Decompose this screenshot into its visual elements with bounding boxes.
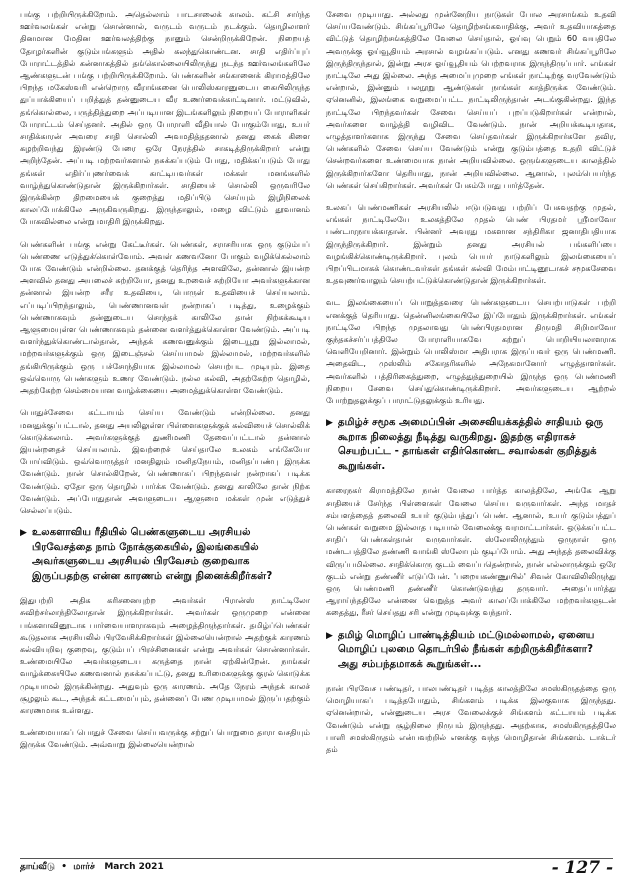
interview-question: [20, 526, 310, 584]
right-column: [326, 8, 616, 765]
issue-month-tamil: மார்ச்: [73, 862, 95, 872]
paragraph: இதுபற்றி அதிக கரிசனையுற்ற அவர்கள் பிரான்ஸ் நாட்டிலோ சுவிற்சர்லாந்திலோதான் இருக்கிறார்கள். அவர்கள் ஒருமுறை என்னை பங்களாவினூடாக பார்வையாளராகவும் அழைத்திருந்தார்கள். தமிழ்ப்பெண்கள் கூடுதலாக அரசியலில் பிரவேசிக்கிறார்கள் இல்லையென்றால் அதற்குக் காரணம் கல்வியறிவு குறைவு, குடும்பப் பிரச்சினைகள் என்று அவர்கள் சொன்னார்கள். உண்மையிலே அவர்களுடைய கருத்தை நான் ஏற்கின்றேன். நாங்கள் வாழ்க்கையிலே கணவனால் நசுக்கப்பட்டு, தனது உரிமைகளுக்கு குரல் கொடுக்க முடியாமல் இருக்கின்றது. அதுவும் ஒரு காரணம். அதே நேரம் அந்தக் காலச் சூழலும் கூட, அந்தக் கட்டமைப்பும், தன்னைப் பேண முடியாமல் இருப்பதற்கும் காரணமாக உள்ளது.: [20, 595, 310, 715]
magazine-name: தாய்வீடு: [20, 862, 55, 872]
interview-question: [326, 416, 616, 474]
left-column: [20, 8, 310, 761]
issue-date: March 2021: [104, 862, 164, 872]
paragraph: காரைநகர் கிராமத்திலே நான் வேலை பார்த்த காலத்திலே, அங்கே ஆறு சாதியைச் சேர்ந்த பிள்ளைகள் வேலை செய்ய வருவார்கள். அந்த மாதச் சம்பளத்தைத் தலைவி உயர் குடும்பத்துப் பெண். ஆனால், உயர் குடும்பத்துப் பெண்கள் வறுமை இல்லாத படியால் வேலைக்கு வரமாட்டார்கள். ஒடுக்கப்பட்ட சாதிப் பெண்கள்தான் வருவார்கள். ஸ்லோலிருந்தும் ஒருநாள் ஒரு மண்டபத்திலே தண்ணி வாங்கி ஸ்லோபும் குடிப்போம். அது அந்தத் தலைவிக்கு விருப்பமில்லை. சாதிக்கொரு குடம் வைப்பதென்றால், நான் எல்லாருக்கும் ஒரே குடம் என்று தண்ணீர் எடுப்பேன். 'பறையகண்ணுயில்' சிவன் கோவிலிலிருந்து ஒரு பெண்மணி தண்ணீர் கொண்டுவந்து தருவார். அதைப்பார்த்து ஆராய்ந்ததிலே என்னை வெறுத்த அவர் காலப்போக்கிலே மற்றவர்களுடன் கதைத்து, ரீசர் செய்தது சரி என்று முடிவுக்கு வந்தார்.: [326, 485, 616, 618]
paragraph: பங்கு பற்றியிருக்கிறோம். அதெல்லாம் பாடசாலைக் காலம். கட்சி சார்ந்த ஊர்வலங்கள் என்று சொன்னால், வருடம் வருடம் நடக்கும். தொழிலாளர் தினமான மேதின ஊர்வலத்திற்கு நானும் சென்றிருக்கிறேன். நிறையத் தோழர்களின் குடும்பங்களும் அதில் கலந்துகொண்டன. சாதி எதிர்ப்புப் போராட்டத்தில் கன்னாகத்தில் தங்கொல்லையிலிருந்து நடந்த ஊர்வலங்களிலே ஆண்களுடன் பங்கு பற்றியிருக்கிறோம். பெண்களின் சங்கானைக் கிராமத்திலே பிறந்த மகேஸ்வரி என்றொரு வீராங்கனை பொலிஸ்காரனுடைய கையிலிருந்த துப்பாக்கியைப் பறித்துத் தன்னுடைய வீர உணர்வைக்காட்டினார். மட்டுவில், தங்கொல்லை, பருத்தித்துறை அப்படியான இடங்களிலும் நிறையப் போராளிகள் போராட்டம் செய்தனர். அதில் ஒரு போராளி வீதியால் போகும்போது, உயர் சாதிக்காரன் அவரை சாதி சொல்லி அவமதித்ததனால் தனது கைக் கிளை கழற்றிவந்து இரண்டு பேரை ஒரே நேரத்தில் சாகடித்திருக்கிறார் என்று அறிந்தேன். அப்படி மற்றவர்களால் நசுக்கப்படும் போது, மதிக்கப்படும் போது தங்கள் எதிர்ப்புணர்வைக் காட்டியவர்கள் மக்கள் மனங்களில் வாழ்ந்துகொண்டுதான் இருக்கிறார்கள். சாதியைச் சொல்லி ஒருவரிலே இருக்கின்ற திறமையைக் குறைத்து மதிப்பிடு செய்யும் இழிநிலைக் காலப்போக்கிலே அருகிவருகிறது. இருந்தாலும், மழை விட்டும் தூவானம் போகவில்லை என்று மாதிரி இருக்கிறது.: [20, 9, 310, 227]
arrow-icon: ▶: [326, 418, 333, 429]
question-text: தமிழ்ச் சமூக அமைப்பின் அசைவியக்கத்தில் சாதியம் ஒரு கூறாக நிலைத்து நீடித்து வருகிறது. இதற்கு எதிராகச் செயற்பட்ட - தாங்கள் எதிர்கொண்ட சவால்கள் குறித்துக் கூறுங்கள்.: [338, 417, 604, 472]
footer-rule: [20, 858, 613, 859]
question-text: உலகளாவிய ரீதியில் பெண்களுடைய அரசியல் பிரவேசத்தை நாம் நோக்குகையில், இலங்கையில் அவர்களுடைய அரசியல் பிரவேசம் குறைவாக இருப்பதற்கு என்ன காரணம் என்று நினைக்கிறீர்கள்?: [32, 527, 273, 582]
question-text: தமிழ் மொழிப் பாண்டித்தியம் மட்டுமல்லாமல், ஏனைய மொழிப் புலமை தொடர்பில் நீங்கள் கற்றிருக்கிறீர்களா? அது சம்பந்தமாகக் கூறுங்கள்...: [338, 629, 595, 670]
paragraph: சேவை முடியாது. அல்லது முன்னேறிய நாடுகள் போல அரசாங்கம் உதவி செய்யவேண்டும். சிங்கப்பூரிலே தொழிற்சங்கவாதிக்கு, அவர் உதவியாகத்தை விட்டுத் தொழிற்சங்கத்திலே வேலை செய்தால், ஓய்வு பெறும் 60 வயதிலே அவருக்கு ஓய்வூதியம் அரசால் வழங்கப்படும். எனது கணவர் சிங்கப்பூரிலே இருந்திருந்தால், இன்று அரச ஓய்வூதியம் பெற்றவராக இருந்திருப்பார். எங்கள் நாட்டிலே அது இல்லை. அந்த அமைப்புமுறை எங்கள் நாட்டிற்கு வரவேண்டும் என்றால், இன்னும் பலநூறு ஆண்டுகள் நாங்கள் காத்திருக்க வேண்டும். ஏனெனில், இலங்கை வறுமைப்பட்ட நாட்டிலிருந்தான் அடங்குகின்றது. இந்த நாட்டிலே பிறந்தவர்கள் சேவை செய்யப் புறப்படுகிறார்கள் என்றால், அவர்களை வாழ்த்தி வழிவிட வேண்டும். நான் அறியக்கூடியதாக, எழுத்தாளர்களாக இருந்து சேவை செய்தவர்கள் இருக்கிறார்களே தவிர, பெண்களில் சேவை செய்ய வேண்டும் என்று குடும்பத்தை உதறி விட்டுச் சென்றவர்களை உண்மையாக நான் அறியவில்லை. ஒருங்களுடைய காலத்தில் இருக்கிறார்களோ தெரியாது, நான் அறியவில்லை. ஆனால், புலம்பெயர்ந்த பெண்கள் செய்கிறார்கள். அவர்கள் பேசும்போது பார்த்தேன்.: [326, 9, 616, 190]
footer-publication: [20, 862, 164, 873]
paragraph: பெண்களின் பங்கு என்று கேட்டீர்கள். பெண்கள், சராசரியாக ஒரு குடும்பப் பெண்ணை எடுத்துக்கொள்வோம். அவள் கணவனோ போகும் வழிக்கெல்லாம் போக வேண்டும் என்றில்லை. தனக்குத் தெரிந்த அளவிலே, தன்னால் இயன்ற அளவில் தனது அயலைச் சுற்றியோ, தனது உறவைச் சுற்றியோ அவர்களுக்கான தன்னால் இயன்ற சரீர உதவியை, பொருள் உதவியைச் செய்யலாம். எப்படிப்பிறந்தாலும், பெண்ணானவள் நன்றாகப் படித்து, உழைக்கும் பெண்ணாகவும் தன்னுடைய சொந்தக் காலிலே தான் நிற்கக்கூடிய ஆளுமையுள்ள பெண்ணாகவும் தன்னை வளர்த்துக்கொள்ள வேண்டும். அப்படி வளர்ந்துக்கொண்டால்தான், அந்தக் கணவனுக்கும் இடையூறு இல்லாமல், மற்றவர்களுக்கும் ஒரு இடைஞ்சல் செய்யாமல் இல்லாமல், மற்றவர்களில் தங்கியிருக்கும் ஒரு பச்சோந்தியாக இல்லாமல் செயற்பட முடியும். இதை ஒவ்வொரு பெண்களும் உணர வேண்டும். நல்ல கல்வி, அதற்கேற்ற தொழில், அதற்கேற்ற செம்மையான வாழ்க்கையை அமைத்துக்கொள்ள வேண்டும்.: [20, 238, 310, 396]
paragraph: நான் பிரவேச பண்டிதர், பாலபண்டிதர் படித்த காலத்திலே சமஸ்கிருதத்தை ஒரு மொழியாகப் படித்தபோதும், சிங்களம் படிக்க இலகுவாக இருந்தது. ஏனென்றால், என்னுடைய அரச வேலைக்குச் சிங்களம் கட்டாயம் படிக்க வேண்டும் என்று சூழ்நிலை நிருபம் இருந்தது. அதற்காக, சமஸ்கிருதத்திலே பாளி சமஸ்கிருதம் என்பவற்றில் எனக்கு வந்த மொழிதான் சிங்களம். டாக்டர் தம்: [326, 683, 616, 755]
interview-question: [326, 629, 616, 673]
page-number: - 127 -: [551, 858, 613, 878]
paragraph: பொதுச்சேவை கட்டாயம் செய்ய வேண்டும் என்றில்லை. தனது மனதுக்குப்பட்டால், தனது அயலிலுள்ள பிள்ளைகளுக்குக் கல்வியைச் சொல்லிக் கொடுக்கலாம். அவர்களுக்குத் துணிமணி தேவைப்பட்டால் தன்னால் இயன்றதைச் செய்யலாம். இவற்றைச் செய்தாலே உலகம் எங்கேயோ போய்விடும். ஒவ்வொருத்தர் மனதிலும் மனிதநேயம், மனிதப்பண்பு இருக்க வேண்டும். நான் சொல்கிறேன், பெண்ணாகப் பிறந்தவள் நன்றாகப் படிக்க வேண்டும். ஏதோ ஒரு தொழில் பார்க்க வேண்டும். தனது காலிலே தான் நிற்க வேண்டும். அப்போதுதான் அவளுடைய ஆளுமை மக்கள் முன் எடுத்துச் செல்லப்படும்.: [20, 407, 310, 515]
page-footer: [0, 858, 633, 885]
footer-separator: •: [61, 862, 67, 872]
paragraph: உண்மையாகப் பொதுச் சேவை செய்பவருக்கு சற்றுப் பொறுமை தாரா வசதியும் இருக்க வேண்டும். அவ்வாறு இல்லையென்றால்: [20, 727, 310, 750]
paragraph: வட இலங்கையைப் பொறுத்தவரை பெண்களுடைய செயற்பாடுகள் பற்றி எனக்குத் தெரியாது. தென்னிலங்கையிலே இப்போதும் இருக்கிறார்கள். எங்கள் நாட்டிலே பிறந்த முதலாவது பெண்பிரதமரான திருமதி சிறிமாவோ குந்தகச்சர்ப்பத்திலே போராளியாகவே கற்றுப் பொறியியலாளராக வெளியேறினார். இன்றும் பொலிஸ்மா அதிபராக இருப்பவர் ஒரு பெண்மணி. அதைவிட, முஸ்லிம் சகோதரிகளில் அநேகமானோர் எழுத்தாளர்கள். அவர்களில் பத்திரிகைத்துறை, எழுத்துத்துறையில் இருந்த ஒரு பெண்மணி நிறைய சேவை செய்துகொண்டிருக்கிறார். அவர்களுடைய ஆற்றல் போற்றுதலுக்குப் பாராட்டுதலுக்கும் உரியது.: [326, 297, 616, 406]
arrow-icon: ▶: [326, 630, 333, 641]
paragraph: உலகப் பெண்மணிகள் அரசியலில் ஈடுபடுவது பற்றிப் பேசுவதற்கு முதல், எங்கள் நாட்டிலேயே உலகத்திலே முதல் பெண் பிரதமர் ஸ்ரீமாவோ பண்டாரநாயக்காதான். பின்னர் அவரது மகளான சந்திரிகா ஜனாதிபதியாக இருந்திருக்கிறார். இன்றும் தனது அரசியல் பங்களிப்பை வழங்கிக்கொண்டிருக்கிறார். புலம் பெயர் நாடுகளிலும் இலங்கையைப் பிறப்பிடமாகக் கொண்டவர்கள் தங்கள் கல்வி மேம்பாட்டினூடாகச் சமூகசேவை உதவுணர்வாலும் செயற்பட்டுக்கொண்டுதான் இருக்கிறார்கள்.: [326, 202, 616, 286]
arrow-icon: ▶: [20, 528, 27, 539]
